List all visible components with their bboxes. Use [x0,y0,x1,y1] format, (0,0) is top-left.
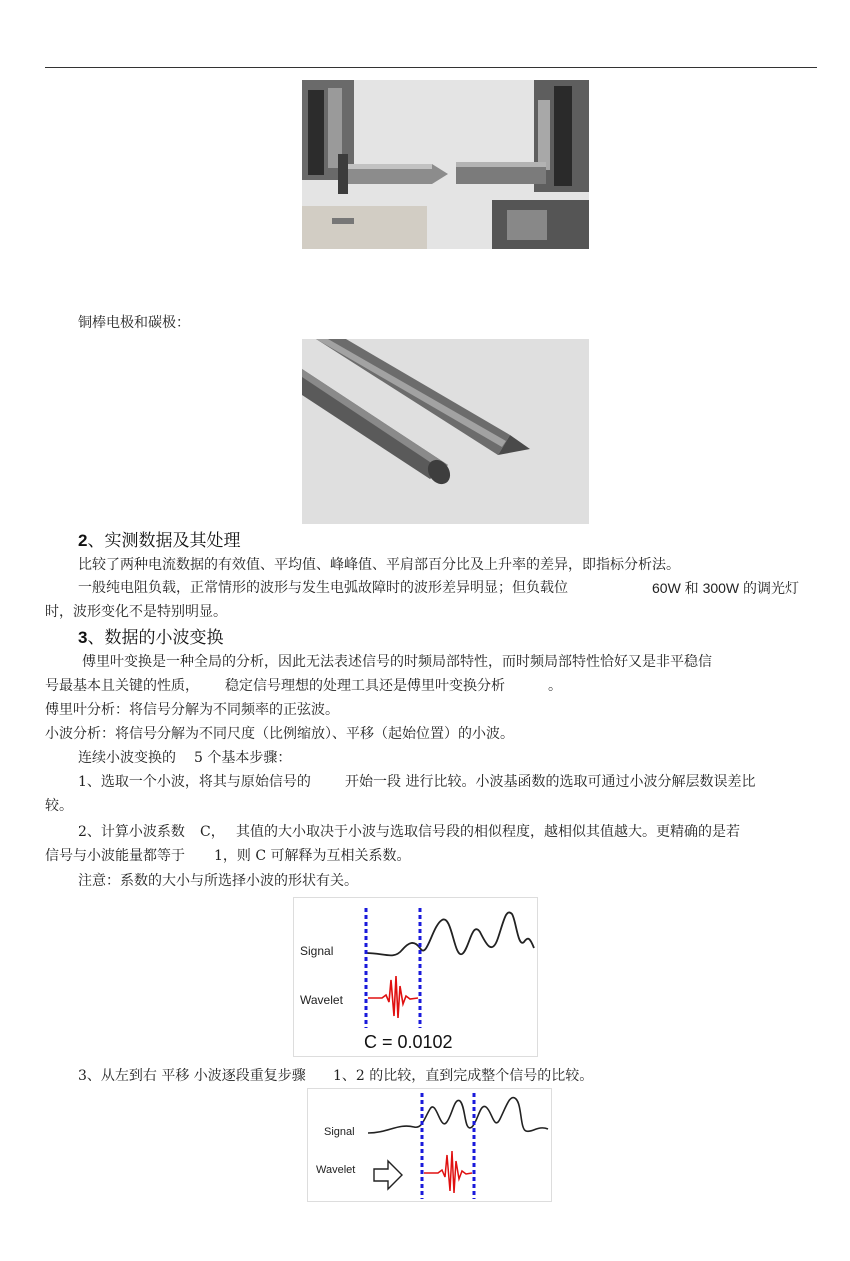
wavelet-step1-figure [293,897,538,1057]
shift-arrow-icon [374,1161,402,1189]
step2-c: 其值的大小取决于小波与选取信号段的相似程度，越相似其值越大。更精确的是若 [236,824,740,840]
note: 注意：系数的大小与所选择小波的形状有关。 [78,873,358,889]
step2-e: 1，则 C 可解释为互相关系数。 [214,848,411,864]
wavelet-waveform [368,976,418,1018]
step1-b: 开始一段 进行比较。小波基函数的选取可通过小波分解层数误差比 [345,774,756,790]
wavelet-shift-figure [307,1088,552,1202]
para-fourier-b1: 号最基本且关键的性质， [45,678,199,694]
step1-c: 较。 [45,798,73,814]
para-fourier-def: 傅里叶分析：将信号分解为不同频率的正弦波。 [45,702,339,718]
signal-label: Signal [300,944,334,958]
step1-a: 1、选取一个小波，将其与原始信号的 [78,774,311,790]
signal-label: Signal [324,1126,355,1138]
para-wavelet-def: 小波分析：将信号分解为不同尺度（比例缩放）、平移（起始位置）的小波。 [45,726,514,742]
para-fourier-b3: 。 [548,678,562,694]
para-load-b: 60W 和 300W 的调光灯 [652,580,800,596]
wavelet-label: Wavelet [316,1164,356,1176]
para-load-a: 一般纯电阻负载，正常情形的波形与发生电弧故障时的波形差异明显；但负载位 [78,580,568,596]
steps-intro-a: 连续小波变换的 [78,750,176,766]
step2-a: 2、计算小波系数 [78,824,185,840]
header-rule [45,67,817,68]
para-load-c: 时，波形变化不是特别明显。 [45,604,227,620]
signal-waveform [366,912,534,955]
signal-waveform [368,1098,548,1133]
para-fourier-a: 傅里叶变换是一种全局的分析，因此无法表述信号的时频局部特性，而时频局部特性恰好又是非平稳信 [82,654,712,670]
step2-b: C， [200,824,225,840]
para-fourier-b2: 稳定信号理想的处理工具还是傅里叶变换分析 [225,678,505,694]
coef-label: C = 0.0102 [364,1032,453,1052]
step3-a: 3、从左到右 平移 小波逐段重复步骤 [78,1068,306,1084]
caption-electrodes: 铜棒电极和碳极： [78,315,190,331]
electrode-apparatus-photo [302,80,589,249]
step3-b: 1、2 的比较，直到完成整个信号的比较。 [333,1068,594,1084]
section2-heading: 2、实测数据及其处理 [78,531,241,551]
section3-heading: 3、数据的小波变换 [78,628,224,648]
para-compare: 比较了两种电流数据的有效值、平均值、峰峰值、平肩部百分比及上升率的差异，即指标分析法。 [78,557,680,573]
steps-intro-b: 5 个基本步骤： [194,750,292,766]
copper-carbon-rods-photo [302,339,589,524]
wavelet-label: Wavelet [300,993,343,1007]
wavelet-waveform [424,1151,472,1193]
step2-d: 信号与小波能量都等于 [45,848,185,864]
